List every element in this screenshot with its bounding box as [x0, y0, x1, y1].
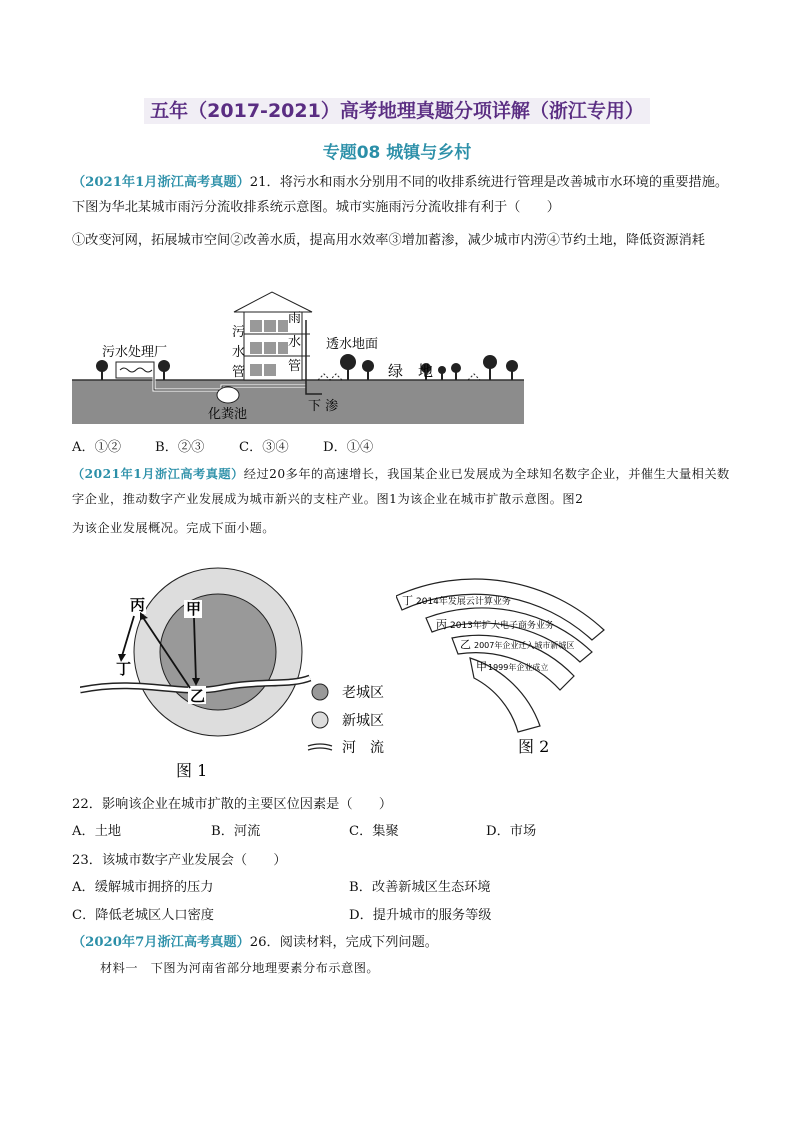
point-yi: 乙 — [190, 687, 206, 705]
question-26-stem: 26．阅读材料，完成下列问题。 — [249, 935, 438, 950]
q21-option-d[interactable]: D．①④ — [323, 440, 374, 455]
svg-text:2014年发展云计算业务: 2014年发展云计算业务 — [416, 597, 511, 607]
passage-source-tag: （2021年1月浙江高考真题） — [72, 467, 244, 481]
svg-text:河 流: 河 流 — [342, 740, 384, 756]
document-title — [0, 96, 794, 123]
point-jia: 甲 — [186, 600, 202, 618]
material-one: 材料一 下图为河南省部分地理要素分布示意图。 — [100, 961, 380, 975]
question-23-stem: 23．该城市数字产业发展会（ ） — [72, 853, 287, 868]
question-21-stem: 21．将污水和雨水分别用不同的收排系统进行管理是改善城市水环境的重要措施。下图为华北某城市雨污分流收排系统示意图。城市实施雨污分流收排有利于（ ） — [72, 175, 729, 215]
arrow-bing-ding — [122, 616, 134, 656]
q23-option-c[interactable]: C．降低老城区人口密度 — [72, 908, 214, 923]
legend-old-city — [312, 684, 328, 700]
q23-option-b[interactable]: B．改善新城区生态环境 — [349, 880, 491, 895]
svg-text:丁: 丁 — [402, 594, 413, 607]
legend-new-city — [312, 712, 328, 728]
enterprise-development-chart — [396, 566, 616, 766]
svg-text:雨: 雨 — [288, 311, 302, 326]
building-roof — [234, 292, 312, 312]
svg-text:2013年扩大电子商务业务: 2013年扩大电子商务业务 — [450, 621, 554, 631]
svg-text:绿: 绿 — [388, 362, 404, 380]
svg-text:污: 污 — [232, 325, 246, 340]
q22-option-d[interactable]: D．市场 — [486, 824, 537, 839]
legend-river — [308, 744, 332, 746]
city-expansion-map — [80, 548, 410, 788]
q22-option-b[interactable]: B．河流 — [211, 824, 261, 839]
topic-subtitle: 专题08 城镇与乡村 — [322, 143, 472, 163]
svg-text:乙: 乙 — [460, 638, 471, 651]
svg-text:甲: 甲 — [476, 660, 487, 673]
point-bing: 丙 — [130, 596, 146, 614]
plant-label: 污水处理厂 — [102, 345, 168, 360]
question-21-items: ①改变河网，拓展城市空间②改善水质，提高用水效率③增加蓄渗，减少城市内涝④节约土地，降低资源消耗 — [72, 233, 705, 248]
septic-tank — [217, 387, 239, 403]
point-ding: 丁 — [116, 660, 132, 678]
question-22-stem: 22．影响该企业在城市扩散的主要区位因素是（ ） — [72, 797, 393, 812]
passage-text-1: 经过20多年的高速增长，我国某企业已发展成为全球知名数字企业，并催生大量相关数字企业，推动数字产业发展成为城市新兴的支柱产业。图1为该企业在城市扩散示意图。图2 — [72, 467, 730, 506]
question-26 — [72, 930, 732, 955]
svg-text:1999年企业成立: 1999年企业成立 — [488, 663, 549, 672]
document-title-text: 五年（2017-2021）高考地理真题分项详解（浙江专用） — [144, 98, 650, 124]
question-source-tag: （2021年1月浙江高考真题） — [72, 175, 250, 190]
q22-option-a[interactable]: A．土地 — [72, 824, 122, 839]
svg-text:新城区: 新城区 — [342, 713, 384, 729]
figure-1-caption: 图 1 — [176, 761, 208, 780]
passage — [72, 462, 732, 512]
figure-2-caption: 图 2 — [518, 737, 550, 756]
q21-option-a[interactable]: A．①② — [72, 440, 122, 455]
q22-option-c[interactable]: C．集聚 — [349, 824, 399, 839]
svg-text:水: 水 — [288, 335, 302, 350]
svg-text:水: 水 — [232, 345, 246, 360]
infiltration-label: 下 渗 — [308, 399, 339, 414]
q21-option-c[interactable]: C．③④ — [239, 440, 289, 455]
svg-text:地: 地 — [418, 362, 434, 380]
q23-option-a[interactable]: A．缓解城市拥挤的压力 — [72, 880, 214, 895]
treatment-plant-tank — [116, 362, 154, 378]
question-21 — [72, 170, 732, 220]
svg-text:管: 管 — [288, 359, 302, 374]
q21-option-b[interactable]: B．②③ — [155, 440, 205, 455]
svg-text:管: 管 — [232, 365, 246, 380]
permeable-ground-label: 透水地面 — [326, 337, 379, 352]
rain-sewage-diagram — [72, 290, 524, 430]
passage-text-2: 为该企业发展概况。完成下面小题。 — [72, 521, 275, 535]
q23-option-d[interactable]: D．提升城市的服务等级 — [349, 908, 492, 923]
svg-text:2007年企业迁入城市新城区: 2007年企业迁入城市新城区 — [474, 641, 575, 650]
svg-text:老城区: 老城区 — [342, 685, 384, 701]
q26-source-tag: （2020年7月浙江高考真题） — [72, 935, 250, 950]
septic-label: 化粪池 — [208, 407, 248, 422]
svg-text:丙: 丙 — [436, 618, 447, 631]
